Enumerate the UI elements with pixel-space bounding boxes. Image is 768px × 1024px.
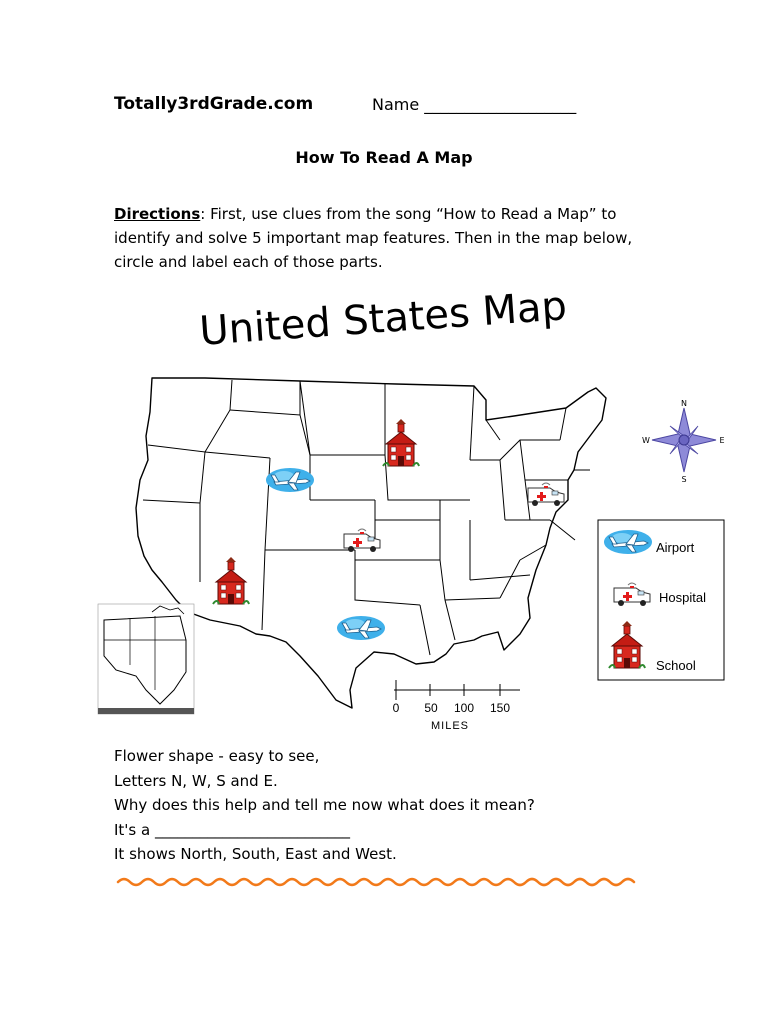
map-legend — [598, 520, 724, 680]
directions-text: : First, use clues from the song “How to Read a Map” to identify and solve 5 important map features. Then in the map below, circle and label each of those parts. — [114, 205, 633, 271]
worksheet-title: How To Read A Map — [295, 148, 473, 167]
map-title: United States Map — [197, 283, 569, 355]
lyric-line: Letters N, W, S and E. — [114, 771, 278, 790]
song-lyrics — [114, 744, 535, 867]
lyric-line: It's a __________________________ — [114, 820, 350, 839]
compass-e: E — [719, 436, 725, 445]
scale-bar — [394, 680, 520, 700]
lyric-line: Flower shape - easy to see, — [114, 747, 320, 765]
lyric-line: Why does this help and tell me now what does it mean? — [114, 796, 535, 815]
decorative-wave-divider — [118, 879, 634, 885]
site-name: Totally3rdGrade.com — [114, 94, 314, 114]
scale-tick-label: 0 — [392, 701, 400, 715]
compass-rose — [642, 399, 724, 484]
scale-unit-label: MILES — [430, 720, 470, 732]
scale-tick-label: 50 — [424, 701, 438, 715]
airport-icon — [266, 468, 314, 492]
name-field-label: Name ___________________ — [372, 95, 577, 114]
legend-school-label: School — [656, 658, 696, 673]
scale-labels — [393, 701, 511, 732]
compass-s: S — [681, 475, 687, 484]
lyric-line: It shows North, South, East and West. — [114, 845, 397, 864]
scale-tick-label: 100 — [453, 701, 475, 715]
airport-icon — [604, 530, 652, 554]
directions-lead: Directions — [114, 205, 201, 223]
legend-airport-label: Airport — [656, 540, 695, 555]
compass-w: W — [642, 436, 650, 445]
compass-n: N — [681, 399, 687, 408]
legend-hospital-label: Hospital — [659, 590, 706, 605]
airport-icon — [337, 616, 385, 640]
scale-tick-label: 150 — [489, 701, 511, 715]
reference-inset-map — [98, 604, 194, 714]
